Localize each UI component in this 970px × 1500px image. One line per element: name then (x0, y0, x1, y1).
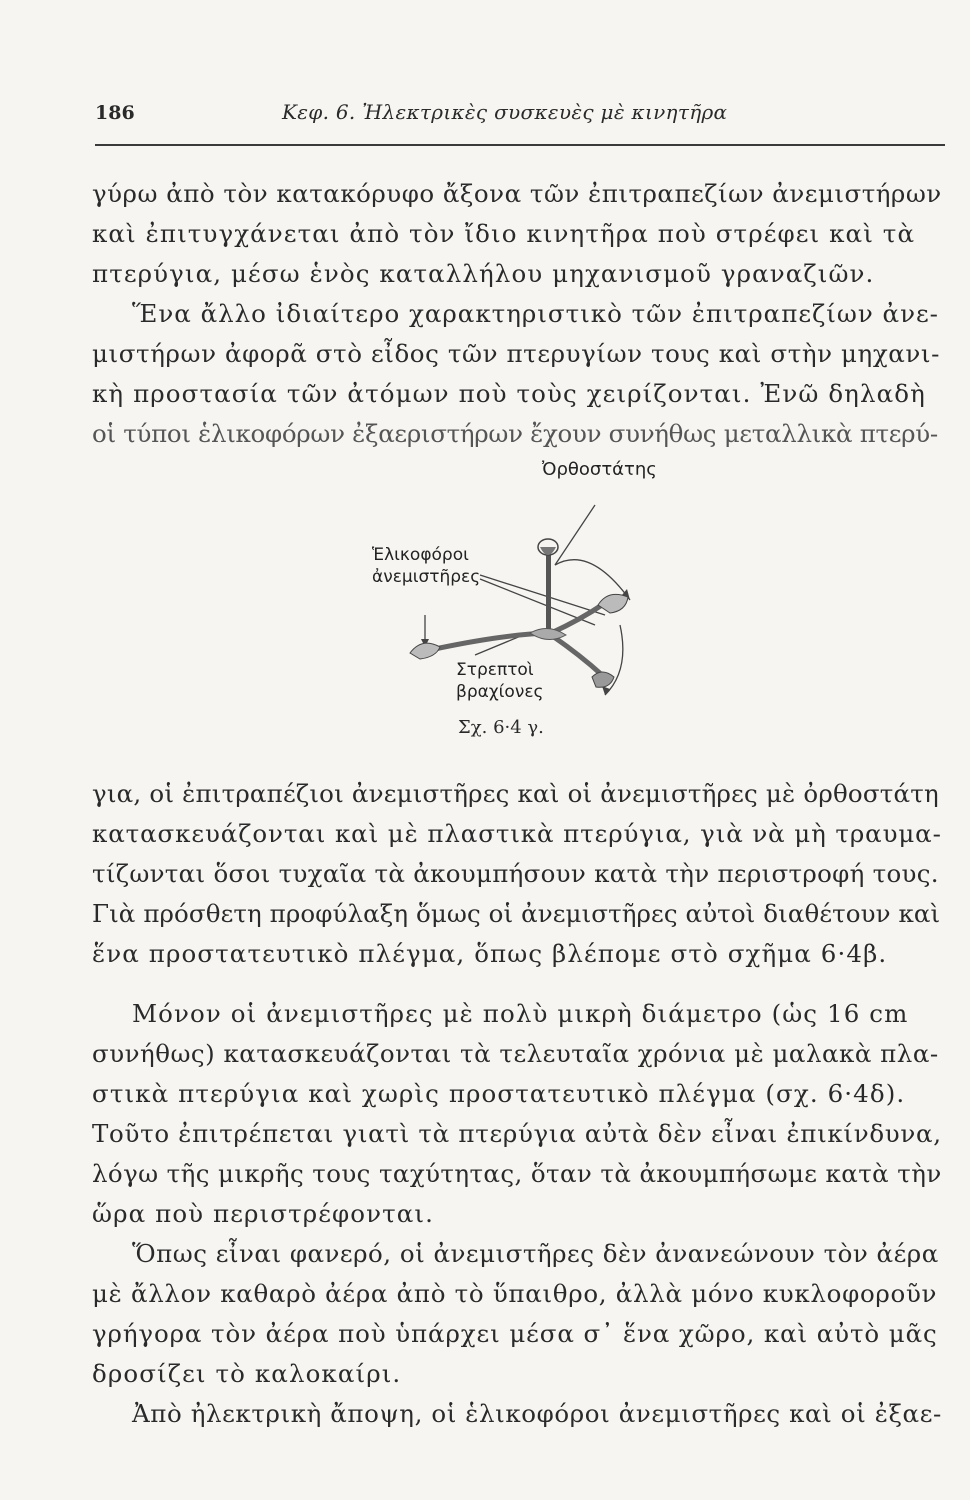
text-line: για, οἱ ἐπιτραπέζιοι ἀνεμιστῆρες καὶ οἱ ἀνεμιστῆρες μὲ ὀρθοστάτη (92, 779, 939, 808)
leader-line-fans (480, 575, 605, 615)
header-rule (95, 144, 945, 146)
text-line: γρήγορα τὸν ἀέρα ποὺ ὑπάρχει μέσα σ᾽ ἕνα χῶρο, καὶ αὐτὸ μᾶς (92, 1319, 938, 1348)
text-line: Ἕνα ἄλλο ἰδιαίτερο χαρακτηριστικὸ τῶν ἐπιτραπεζίων ἀνε- (132, 299, 939, 328)
text-line: οἱ τύποι ἑλικοφόρων ἐξαεριστήρων ἔχουν συνήθως μεταλλικὰ πτερύ- (92, 419, 938, 448)
text-line: ὥρα ποὺ περιστρέφονται. (92, 1199, 435, 1228)
leader-line-post (555, 505, 595, 565)
label-fans-line2: ἀνεμιστῆρες (372, 567, 481, 587)
figure-caption: Σχ. 6·4 γ. (458, 717, 544, 738)
running-title: Κεφ. 6. Ἠλεκτρικὲς συσκευὲς μὲ κινητῆρα (282, 100, 728, 124)
text-line: πτερύγια, μέσω ἑνὸς καταλλήλου μηχανισμοῦ γραναζιῶν. (92, 259, 875, 288)
text-line: τίζωνται ὅσοι τυχαῖα τὰ ἀκουμπήσουν κατὰ τὴν περιστροφή τους. (92, 859, 939, 888)
label-arms-line1: Στρεπτοὶ (456, 660, 534, 680)
text-line: γύρω ἀπὸ τὸν κατακόρυφο ἄξονα τῶν ἐπιτραπεζίων ἀνεμιστήρων (92, 179, 942, 208)
figure-fan-illustration (372, 455, 780, 755)
text-line: μιστήρων ἀφορᾶ στὸ εἶδος τῶν πτερυγίων τους καὶ στὴν μηχανι- (92, 339, 940, 368)
page-number: 186 (95, 102, 135, 124)
text-line: Μόνον οἱ ἀνεμιστῆρες μὲ πολὺ μικρὴ διάμετρο (ὡς 16 cm (132, 999, 909, 1028)
label-post: Ὀρθοστάτης (542, 459, 657, 480)
text-line: ἕνα προστατευτικὸ πλέγμα, ὅπως βλέπομε στὸ σχῆμα 6·4β. (92, 939, 888, 968)
arm-down (551, 635, 602, 675)
text-line: Τοῦτο ἐπιτρέπεται γιατὶ τὰ πτερύγια αὐτὰ δὲν εἶναι ἐπικίνδυνα, (92, 1119, 942, 1148)
text-line: δροσίζει τὸ καλοκαίρι. (92, 1359, 402, 1388)
post-shaft (546, 550, 551, 635)
text-line: Ὅπως εἶναι φανερό, οἱ ἀνεμιστῆρες δὲν ἀνανεώνουν τὸν ἀέρα (132, 1239, 939, 1268)
page-header (95, 100, 945, 140)
text-line: μὲ ἄλλον καθαρὸ ἀέρα ἀπὸ τὸ ὕπαιθρο, ἀλλὰ μόνο κυκλοφοροῦν (92, 1279, 938, 1308)
fan-head-left (410, 643, 440, 659)
label-fans-line1: Ἑλικοφόροι (372, 545, 469, 565)
text-line: συνήθως) κατασκευάζονται τὰ τελευταῖα χρόνια μὲ μαλακὰ πλα- (92, 1039, 939, 1068)
arm-right (551, 603, 605, 633)
text-line: καὶ ἐπιτυγχάνεται ἀπὸ τὸν ἴδιο κινητῆρα ποὺ στρέφει καὶ τὰ (92, 219, 916, 248)
text-line: Ἀπὸ ἠλεκτρικὴ ἄποψη, οἱ ἑλικοφόροι ἀνεμιστῆρες καὶ οἱ ἐξαε- (132, 1399, 942, 1428)
label-arms-line2: βραχίονες (456, 682, 544, 702)
rotation-arc (555, 560, 630, 600)
fan-head-lower (592, 672, 614, 687)
text-line: στικὰ πτερύγια καὶ χωρὶς προστατευτικὸ πλέγμα (σχ. 6·4δ). (92, 1079, 906, 1108)
text-line: λόγω τῆς μικρῆς τους ταχύτητας, ὅταν τὰ ἀκουμπήσωμε κατὰ τὴν (92, 1159, 942, 1188)
fan-drawing (380, 455, 780, 755)
text-line: κὴ προστασία τῶν ἀτόμων ποὺ τοὺς χειρίζονται. Ἐνῶ δηλαδὴ (92, 379, 926, 408)
arm-left (430, 633, 546, 650)
text-line: Γιὰ πρόσθετη προφύλαξη ὅμως οἱ ἀνεμιστῆρες αὐτοὶ διαθέτουν καὶ (92, 899, 941, 928)
fan-head-right (598, 594, 628, 613)
text-line: κατασκευάζονται καὶ μὲ πλαστικὰ πτερύγια, γιὰ νὰ μὴ τραυμα- (92, 819, 942, 848)
